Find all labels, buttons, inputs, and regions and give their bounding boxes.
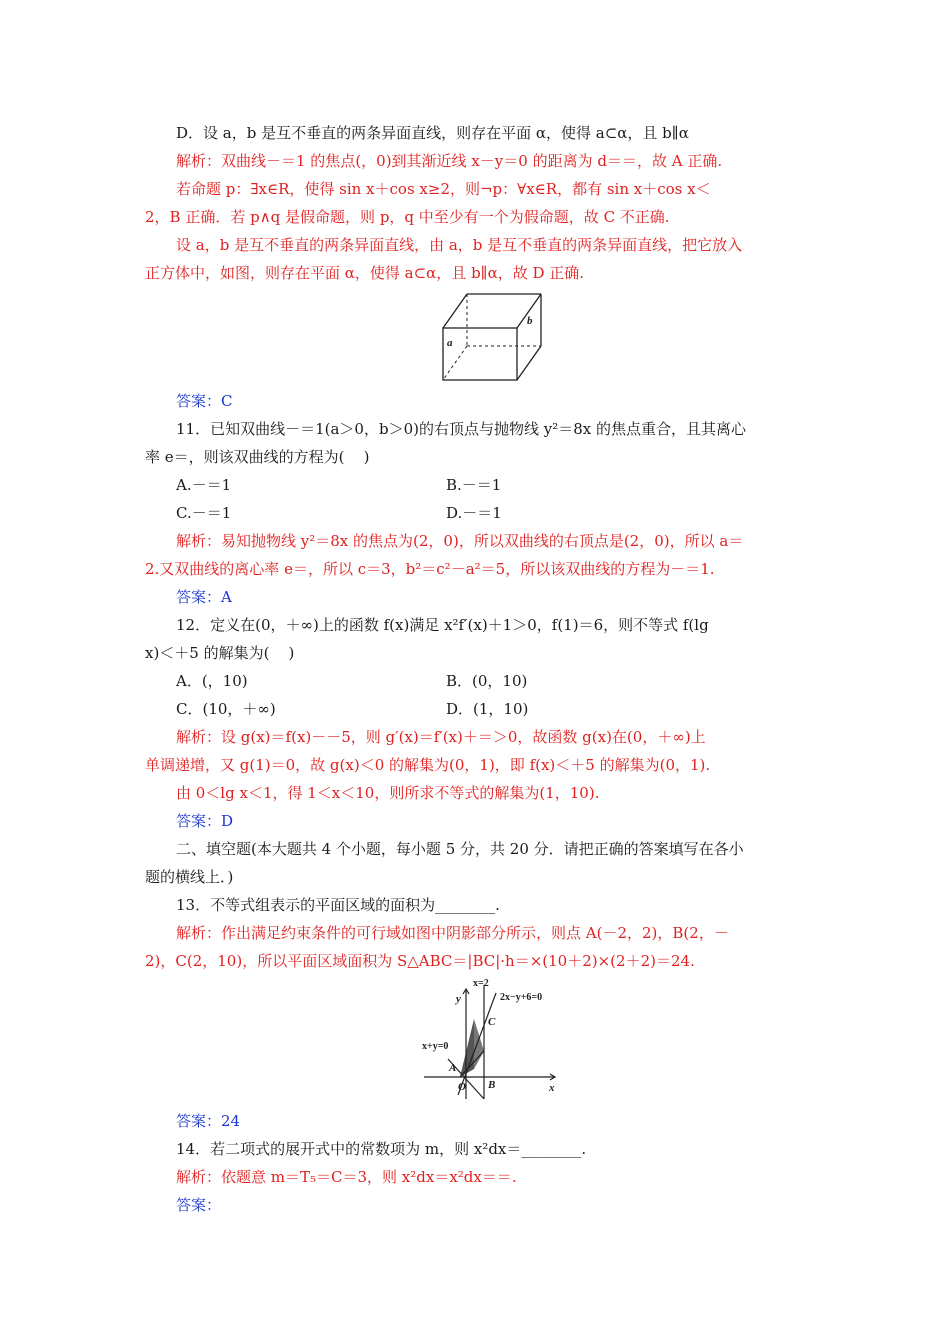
text-line: 若命题 p：∃x∈R，使得 sin x＋cos x≥2，则¬p：∀x∈R，都有 sin x＋cos x＜ [176, 180, 711, 198]
graph-label-C: C [488, 1016, 496, 1028]
text-line: 11．已知双曲线－＝1(a＞0，b＞0)的右顶点与抛物线 y²＝8x 的焦点重合，且其离心 [176, 420, 746, 438]
text-line: 2)，C(2，10)，所以平面区域面积为 S△ABC＝|BC|·h＝×(10＋2)×(2＋2)＝24. [145, 952, 695, 970]
text-line: 14．若二项式的展开式中的常数项为 m，则 x²dx＝________. [176, 1140, 587, 1158]
text-line: 单调递增，又 g(1)＝0，故 g(x)＜0 的解集为(0，1)，即 f(x)＜＋5 的解集为(0，1). [145, 756, 711, 774]
cube-label-a: a [447, 337, 453, 349]
graph-label-B: B [488, 1079, 496, 1091]
feasible-region [460, 1019, 474, 1077]
graph-label-xy0: x+y=0 [422, 1041, 449, 1052]
graph-label-y: y [456, 993, 461, 1005]
text-line: 率 e＝，则该双曲线的方程为( ) [145, 448, 370, 466]
graph-label-x: x [549, 1082, 555, 1094]
text-line: D．(1，10) [446, 700, 529, 718]
text-line: 解析：易知抛物线 y²＝8x 的焦点为(2，0)，所以双曲线的右顶点是(2，0)，所以 a＝ [176, 532, 744, 550]
text-line: 正方体中，如图，则存在平面 α，使得 a⊂α，且 b∥α，故 D 正确. [145, 264, 585, 282]
text-line: C.－＝1 [176, 504, 232, 522]
text-line: 解析：作出满足约束条件的可行域如图中阴影部分所示，则点 A(－2，2)，B(2，－ [176, 924, 729, 942]
region-graph-figure [418, 975, 563, 1101]
graph-label-x2: x=2 [473, 978, 489, 989]
text-line: 13．不等式组表示的平面区域的面积为________. [176, 896, 500, 914]
graph-label-A: A [449, 1062, 457, 1074]
text-line: 12．定义在(0，＋∞)上的函数 f(x)满足 x²f′(x)＋1＞0，f(1)＝6，则不等式 f(lg [176, 616, 709, 634]
text-line: C．(10，＋∞) [176, 700, 276, 718]
text-line: 二、填空题(本大题共 4 个小题，每小题 5 分，共 20 分．请把正确的答案填写在各小 [176, 840, 744, 858]
text-line: D．设 a，b 是互不垂直的两条异面直线，则存在平面 α，使得 a⊂α，且 b∥α [176, 124, 689, 142]
text-line: D.－＝1 [446, 504, 502, 522]
text-line: A．(，10) [176, 672, 248, 690]
text-line: 答案：24 [176, 1112, 241, 1130]
text-line: 2，B 正确．若 p∧q 是假命题，则 p，q 中至少有一个为假命题，故 C 不正确. [145, 208, 670, 226]
text-line: 题的横线上．) [145, 868, 234, 886]
text-line: 答案：C [176, 392, 233, 410]
text-line: 解析：设 g(x)＝f(x)－－5，则 g′(x)＝f′(x)＋＝＞0，故函数 g(x)在(0，＋∞)上 [176, 728, 706, 746]
cube-label-b: b [527, 315, 533, 327]
text-line: 由 0＜lg x＜1，得 1＜x＜10，则所求不等式的解集为(1，10). [176, 784, 600, 802]
text-line: 解析：依题意 m＝T₅＝C＝3，则 x²dx＝x²dx＝＝. [176, 1168, 517, 1186]
graph-label-line: 2x−y+6=0 [500, 992, 543, 1003]
text-line: 设 a，b 是互不垂直的两条异面直线，由 a，b 是互不垂直的两条异面直线，把它放入 [176, 236, 743, 254]
text-line: 答案：D [176, 812, 234, 830]
text-line: B.－＝1 [446, 476, 502, 494]
text-line: 答案：A [176, 588, 232, 606]
text-line: B．(0，10) [446, 672, 528, 690]
graph-label-O: O [458, 1081, 466, 1093]
text-line: A.－＝1 [176, 476, 232, 494]
cube-figure [437, 288, 545, 384]
text-line: 2.又双曲线的离心率 e＝，所以 c＝3，b²＝c²－a²＝5，所以该双曲线的方程为－＝1. [145, 560, 715, 578]
text-line: 答案： [176, 1196, 222, 1214]
text-line: x)＜＋5 的解集为( ) [145, 644, 295, 662]
text-line: 解析：双曲线－＝1 的焦点(，0)到其渐近线 x－y＝0 的距离为 d＝＝，故 A 正确. [176, 152, 723, 170]
